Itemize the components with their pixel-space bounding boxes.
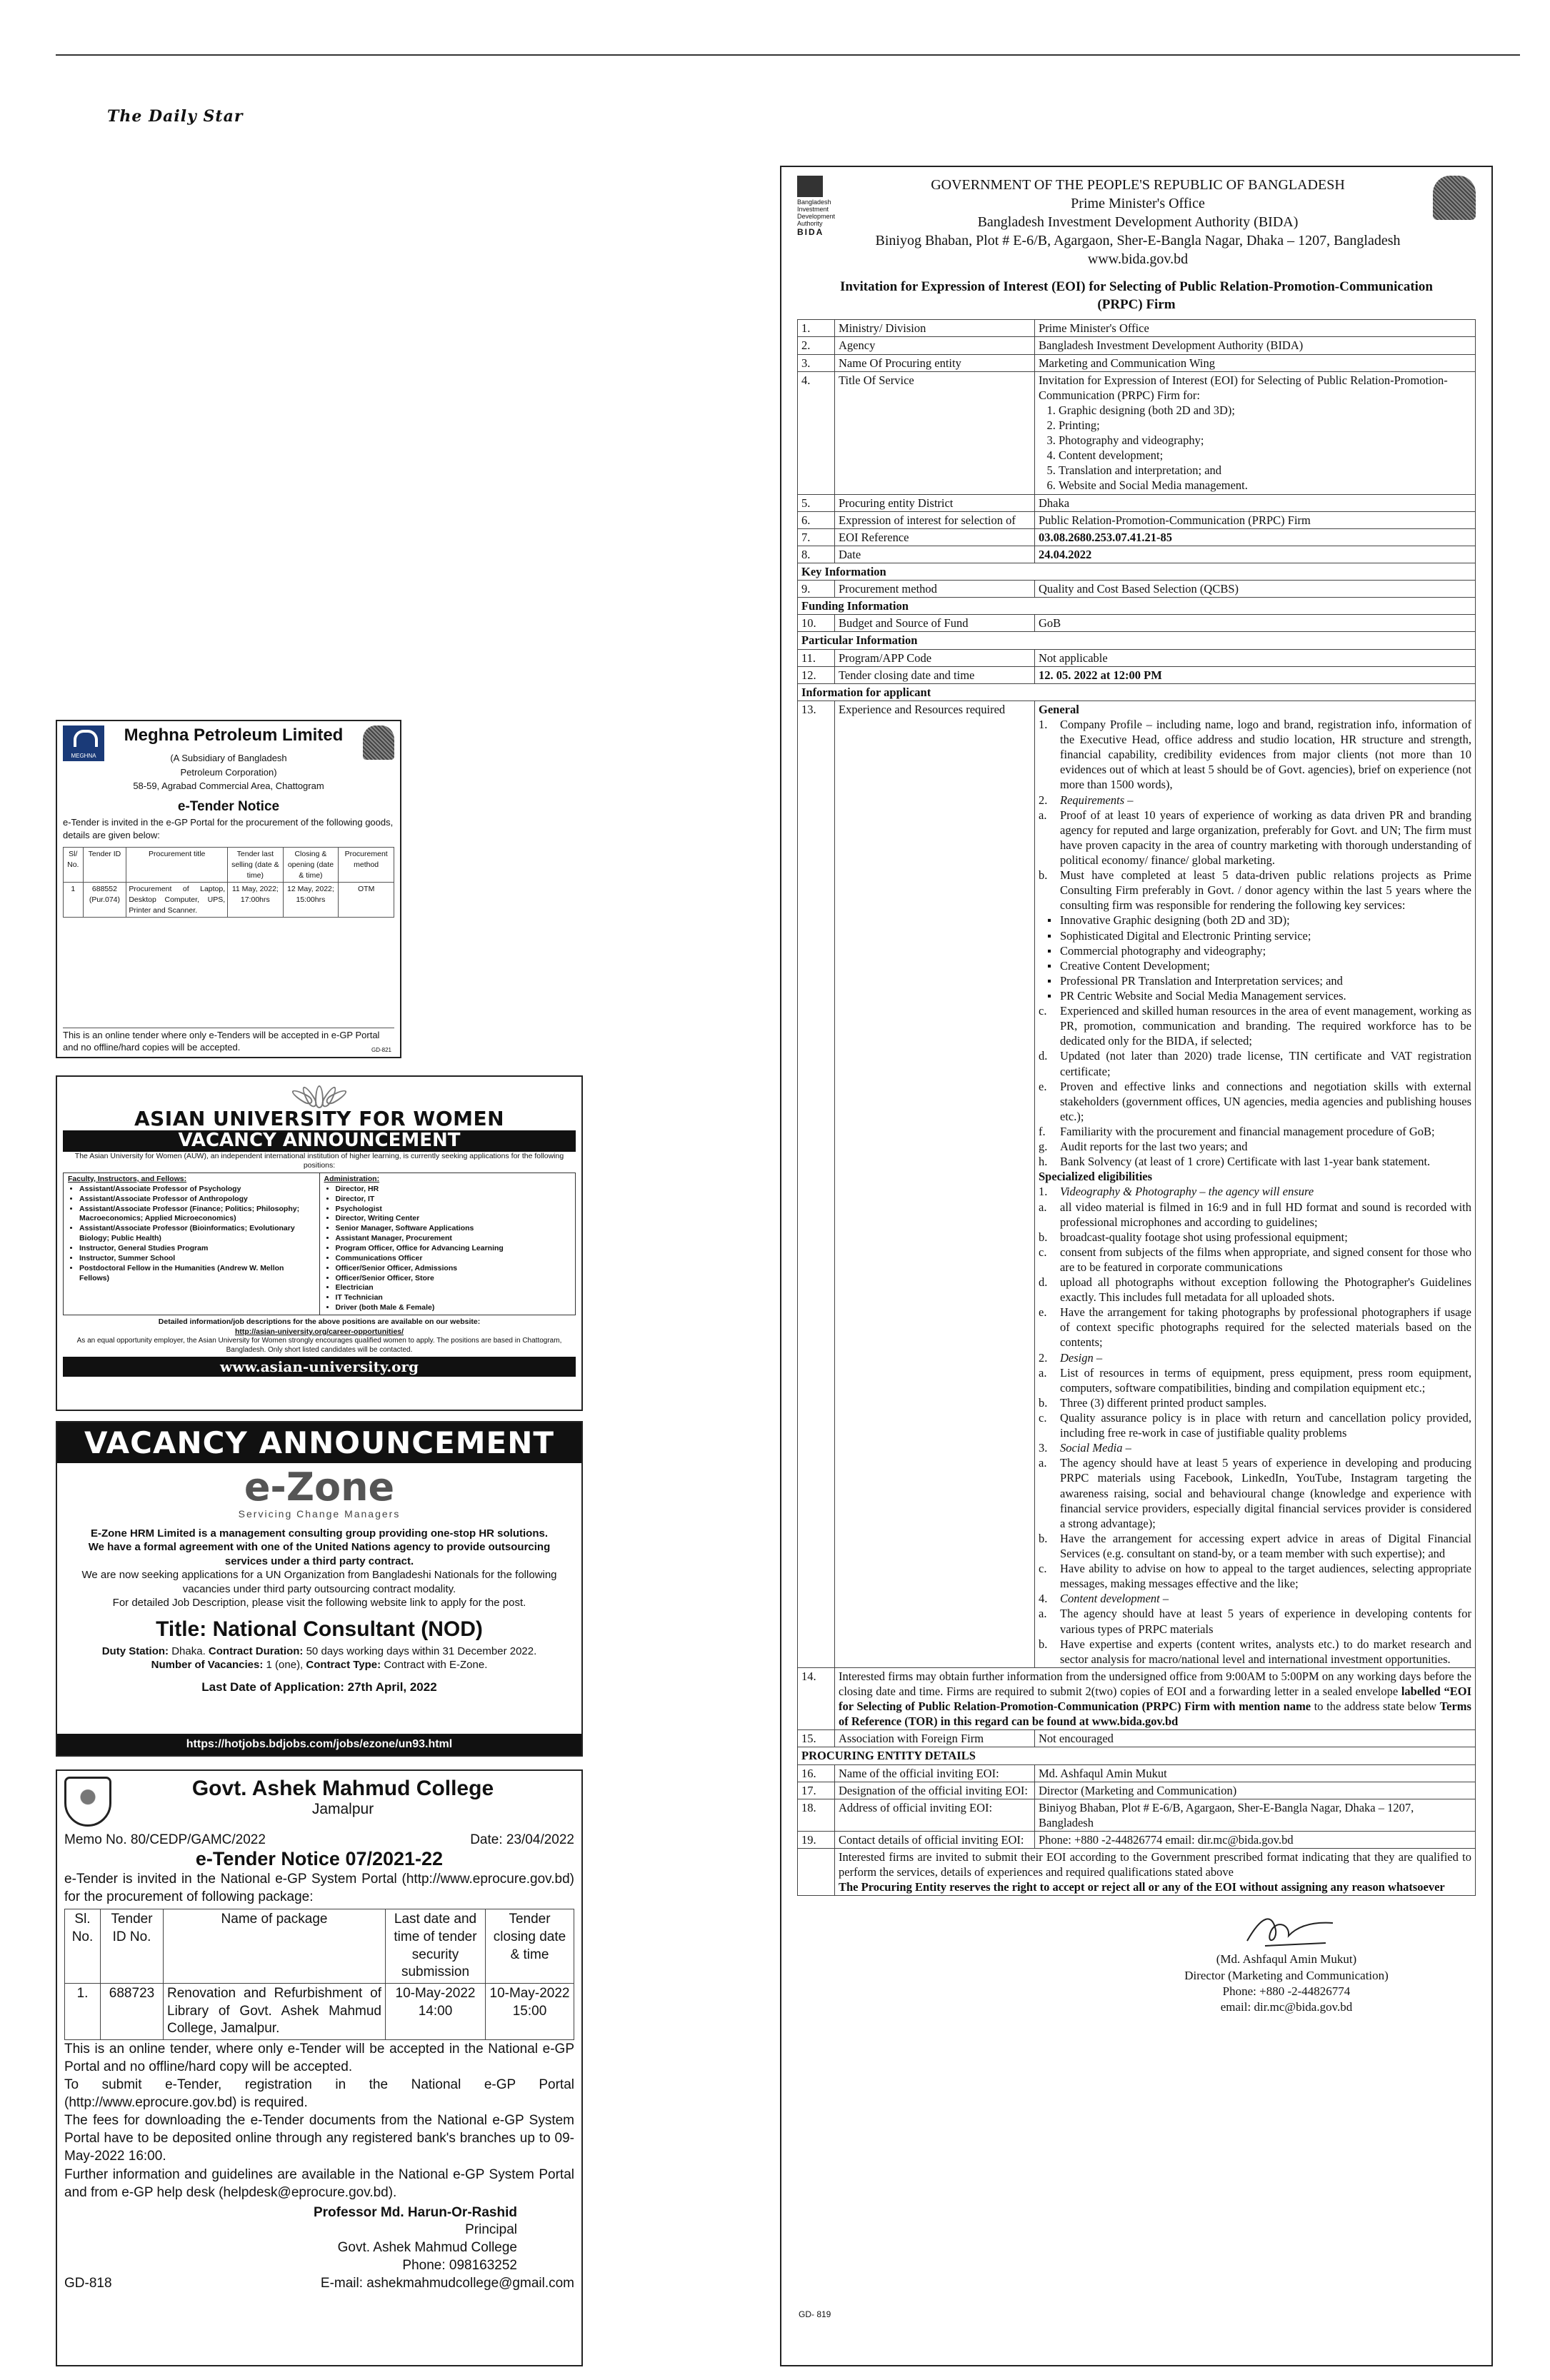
table-row: 18. Address of official inviting EOI: Biniyog Bhaban, Plot # E-6/B, Agargaon, Sher-E-Bangla Nagar, Dhaka – 1207, Bangladesh [798,1799,1476,1831]
duty-station: Dhaka. [171,1645,206,1657]
signatory-name: Professor Md. Harun-Or-Rashid [313,2204,517,2220]
list-item: 4. Content development; [1059,448,1471,463]
portrait-icon [1433,176,1476,220]
list-item: • IT Technician [336,1293,571,1303]
admin-heading: Administration: [324,1174,380,1183]
meghna-name: Meghna Petroleum Limited [124,725,344,745]
eoi-title: Invitation for Expression of Interest (EOI) for Selecting of Public Relation-Promotion-Communication (PRPC) Firm [840,279,1433,312]
list-item: 1. Graphic designing (both 2D and 3D); [1059,403,1471,418]
college-p1: This is an online tender, where only e-Tender will be accepted in the National e-GP Portal and no offline/hard copy will be accepted. [64,2041,574,2075]
section-heading: Information for applicant [798,683,1476,701]
bida-signatory: (Md. Ashfaqul Amin Mukut) [1216,1952,1357,1967]
bida-eoi-ad: Bangladesh Investment Development Authority BIDA GOVERNMENT OF THE PEOPLE'S REPUBLIC OF BANGLADESH Prime Minister's Office Bangladesh Investment Development Authority (BIDA) Biniyog Bhaban, Plot # E-6/B, Agargaon, Sher-E-Bangla Nagar, Dhaka – 1207, Bangladesh www.bida.gov.bd Invitation for Expression of Interest (EOI) for Selecting of Public Relation-Promotion-Communication (PRPC) Firm 1. Ministry/ Division Prime Minister's Office 2. Agency Bangladesh Investment Development Authority (BIDA) 3. Name Of Procuring entity Marketing and Communication Wing 4. Title Of Service Invitation for Expression of Interest (EOI) for Selecting of Public Relation-Promotion-Communication (PRPC) Firm for: 1. Graphic designing (both 2D and 3D); 2. Printing; 3. Photography and videography; 4. Content development; 5. Translation and interpretation; and 6. Website and Social Media management. 5. Procuring entity District Dhaka 6. Expression of interest for selection of Public Relation-Promotion-Communication (PRPC) Firm 7. EOI Reference 03.08.2680.253.07.41.21-85 8. Date 24.04.2022 Key Information 9. Procurement method Quality and Cost Based Selection (QCBS) Funding Information 10. Budget and Source of Fund GoB Particular Information 11. Program/APP Code Not applicable 12. Tender closing date and time 12. 05. 2022 at 12:00 PM Information for applicant 13. Experience and Resources required General 1. Company Profile – including name, logo and brand, registration info, information of the Executive Head, office address and studio location, HR structure and strength, financial capability, credibility evidences from major clients (not more than 10 evidences out of which at least 5 should be of Govt. agencies), brief on experience (not more than 1500 words), 2. Requirements – a. Proof of at least 10 years of experience of working as data driven PR and branding agency for reputed and large organization, preferably for Govt. and UN; The firm must have proven capacity in the area of country marketing with thorough understanding of political economy/ finance/ global marketing. b. Must have completed at least 5 data-driven public relations projects as Prime Consulting Firm preferably in Govt. / donor agency within the last 5 years where the consulting firm was responsible for rendering the following key services: ▪ Innovative Graphic designing (both 2D and 3D); ▪ Sophisticated Digital and Electronic Printing service; ▪ Commercial photography and videography; ▪ Creative Content Development; ▪ Professional PR Translation and Interpretation services; and ▪ PR Centric Website and Social Media Management services. c. Experienced and skilled human resources in the area of event management, working as PR, promotion, communication and branding. The required workforce has to be dedicated only for the BIDA, if selected; d. Updated (not later than 2020) trade license, TIN certificate and VAT registration certificate; e. Proven and effective links and connections and negotiation skills with external stakeholders (government offices, UN agencies, media agencies and publishing houses etc.); f. Familiarity with the procurement and financial management procedure of GoB; g. Audit reports for the last two years; and h. Bank Solvency (at least of 1 crore) Certificate with last 1-year bank statement. Specialized eligibilities 1. Videography & Photography – the agency will ensure a. all video material is filmed in 16:9 and in full HD format and sound is recorded with professional microphones and according to guidelines; b. broadcast-quality footage shot using professional equipment; c. consent from subjects of the films when appropriate, and signed consent for those who are to be featured in corporate communications d. upload all photographs without exception following the Photographer's Guidelines exactly. This includes full metadata for all uploaded shots. e. Have the arrangement for taking photographs by professional photographers if usage of context specific photographs required for the selected materials based on the contents; 2. Design – a. List of resources in terms of equipment, press equipment, press room equipment, computers, software compatibilities, binding and compilation equipment etc.; b. Three (3) different printed product samples. c. Quality assurance policy is in place with return and cancellation policy provided, including free re-work in case of justifiable quality problems 3. Social Media – a. The agency should have at least 5 years of experience in developing and producing PRPC materials using Facebook, LinkedIn, YouTube, Instagram targeting the awareness raising, social and behavioural change (knowledge and experience with financial service providers, especially digital financial services provider is considered a strong advantage); b. Have the arrangement for accessing expert advice in areas of Digital Financial Services (e.g. consultant on stand-by, or a team member with such expertise); and c. Have ability to advise on how to appeal to the target audiences, selecting appropriate messages, making messages effective and the like; 4. Content development – a. The agency should have at least 5 years of experience in developing contents for various types of PRPC materials b. Have expertise and experts (content writes, analysts etc.) to do market research and sector analysis for macro/national level and international investment opportunities. 14. Interested firms may obtain further information from the undersigned office from 9:00AM to 5:00PM on any working days before the closing date and time. Firms are required to submit 2(two) copies of EOI and a forwarding letter in a sealed envelope labelled “EOI for Selecting of Public Relation-Promotion-Communication (PRPC) Firm with mention name to the address state below Terms of Reference (TOR) in this regard can be found at www.bida.gov.bd 15. Association with Foreign Firm Not encouraged PROCURING ENTITY DETAILS 16. Name of the official inviting EOI: Md. Ashfaqul Amin Mukut 17. Designation of the official inviting EOI: Director (Marketing and Communication) 18. Address of official inviting EOI: Biniyog Bhaban, Plot # E-6/B, Agargaon, Sher-E-Bangla Nagar, Dhaka – 1207, Bangladesh 19. Contact details of official inviting EOI: Phone: +880 -2-44826774 email: dir.mc@bida.gov.bd Interested firms are invited to submit their EOI according to the Government prescribed format indicating that they are qualified to perform the services, details of experiences and required qualifications stated above The Procuring Entity reserves the right to accept or reject all or any of the EOI without assigning any reason whatsoever (Md. Ashfaqul Amin Mukut) Director (Marketing and Communication) Phone: +880 -2-44826774 email: dir.mc@bida.gov.bd GD- 819 [780,166,1493,2366]
table-row: 1. Ministry/ Division Prime Minister's Office [798,320,1476,337]
college-notice-title: e-Tender Notice 07/2021-22 [195,1848,444,1869]
masthead: The Daily Star [107,107,244,126]
vacancy-count: 1 (one), [266,1659,304,1672]
faculty-heading: Faculty, Instructors, and Fellows: [68,1174,187,1183]
table-header: Procurement title [126,848,228,883]
table-header: Sl. No. [65,1909,101,1984]
bida-logo: Bangladesh Investment Development Authority BIDA [797,176,843,237]
list-item: • Director, Writing Center [336,1214,571,1224]
college-city: Jamalpur [311,1801,374,1817]
table-header: Last date and time of tender security submission [386,1909,486,1984]
meghna-logo-icon: MEGHNA [63,725,104,761]
college-name: Govt. Ashek Mahmud College [191,1777,494,1800]
portrait-icon [363,725,394,760]
memo-number: Memo No. 80/CEDP/GAMC/2022 [64,1832,266,1847]
contract-duration: 50 days working days within 31 December 2022. [306,1645,537,1657]
auw-intro: The Asian University for Women (AUW), an independent international institution of higher learning, is currently seeking applications for the following positions: [74,1151,564,1170]
ezone-p1: E-Zone HRM Limited is a management consulting group providing one-stop HR solutions. [90,1527,548,1540]
list-item: • Electrician [336,1283,571,1293]
table-header: Tender closing date & time [486,1909,574,1984]
auw-title: ASIAN UNIVERSITY FOR WOMEN [134,1107,505,1130]
meghna-tender-ad: MEGHNA Meghna Petroleum Limited (A Subsidiary of Bangladesh Petroleum Corporation) 58-59, Agrabad Commercial Area, Chattogram e-Tender Notice e-Tender is invited in the e-GP Portal for the procurement of the following goods, details are given below: Sl/ No. Tender ID Procurement title Tender last selling (date & time) Closing & opening (date & time) Procurement method 1 688552 (Pur.074) Procurement of Laptop, Desktop Computer, UPS, Printer and Scanner. 11 May, 2022; 17:00hrs 12 May, 2022; 15:00hrs OTM This is an online tender where only e-Tenders will be accepted in e-GP Portal and no offline/hard copies will be accepted. GD-821 [56,720,401,1058]
list-item: • Program Officer, Office for Advancing Learning [336,1244,571,1254]
section-heading: Particular Information [798,632,1476,649]
list-item: Professional PR Translation and Interpretation services; and [1060,973,1343,988]
bida-website: www.bida.gov.bd [1087,251,1189,267]
signatory-title: Principal [465,2222,517,2238]
list-item: • Communications Officer [336,1254,571,1264]
ezone-vacancy-ad: VACANCY ANNOUNCEMENT e-Zone Servicing Change Managers E-Zone HRM Limited is a management consulting group providing one-stop HR solutions. We have a formal agreement with one of the United Nations agency to provide outsourcing services under a third party contract. We are now seeking applications for a UN Organization from Bangladeshi Nationals for the following vacancies under third party outsourcing contract modality. For detailed Job Description, please visit the following website link to apply for the post. Title: National Consultant (NOD) Duty Station: Dhaka. Contract Duration: 50 days working days within 31 December 2022. Number of Vacancies: 1 (one), Contract Type: Contract with E-Zone. Last Date of Application: 27th April, 2022 https://hotjobs.bdjobs.com/jobs/ezone/un93.html [56,1421,583,1757]
meghna-footer: This is an online tender where only e-Tenders will be accepted in e-GP Portal and no offline/hard copies will be accepted. [63,1030,380,1053]
ezone-heading: VACANCY ANNOUNCEMENT [57,1422,581,1463]
list-item: • Officer/Senior Officer, Store [336,1274,571,1284]
section-heading: Funding Information [798,598,1476,615]
list-item: PR Centric Website and Social Media Management services. [1060,988,1346,1003]
list-item: Creative Content Development; [1060,958,1210,973]
ezone-logo: e-Zone [244,1465,395,1510]
auw-equal-opportunity: As an equal opportunity employer, the Asian University for Women strongly encourages qualified women to apply. The positions are based in Chattogram, Bangladesh. Only short listed candidates will be contacted. [76,1337,562,1354]
auw-detail: Detailed information/job descriptions for the above positions are available on our website: [158,1317,481,1326]
meghna-subsidiary: (A Subsidiary of Bangladesh [170,753,287,763]
signatory-phone: Phone: 098163252 [402,2257,517,2273]
table-row: 10. Budget and Source of Fund GoB [798,615,1476,632]
college-p4: Further information and guidelines are available in the National e-GP System Portal and from e-GP help desk (helpdesk@eprocure.gov.bd). [64,2166,574,2200]
college-tender-ad [56,1769,583,2366]
table-row: 19. Contact details of official inviting EOI: Phone: +880 -2-44826774 email: dir.mc@bida.gov.bd [798,1831,1476,1848]
lotus-logo-icon [298,1080,341,1108]
signatory-org: Govt. Ashek Mahmud College [337,2240,517,2256]
college-p3: The fees for downloading the e-Tender documents from the National e-GP System Portal have to be deposited online through any registered bank's branches up to 09-May-2022 16:00. [64,2113,574,2164]
list-item: • Officer/Senior Officer, Admissions [336,1264,571,1274]
section-heading: PROCURING ENTITY DETAILS [798,1747,1476,1764]
table-row: 6. Expression of interest for selection of Public Relation-Promotion-Communication (PRPC) Firm [798,511,1476,528]
table-row: 5. Procuring entity District Dhaka [798,494,1476,511]
table-row: 1 688552 (Pur.074) Procurement of Laptop, Desktop Computer, UPS, Printer and Scanner. 11 May, 2022; 17:00hrs 12 May, 2022; 15:00hrs OTM [64,883,394,918]
table-header: Procurement method [339,848,394,883]
section-heading: Key Information [798,563,1476,581]
ezone-p3: We are now seeking applications for a UN Organization from Bangladeshi Nationals for the following vacancies under third party outsourcing contract modality. [81,1569,557,1595]
ezone-job-title: Title: National Consultant (NOD) [156,1617,483,1641]
table-row: 14. Interested firms may obtain further information from the undersigned office from 9:00AM to 5:00PM on any working days before the closing date and time. Firms are required to submit 2(two) copies of EOI and a forwarding letter in a sealed envelope labelled “EOI for Selecting of Public Relation-Promotion-Communication (PRPC) Firm with mention name to the address state below Terms of Reference (TOR) in this regard can be found at www.bida.gov.bd [798,1667,1476,1729]
auw-vacancy-ad [56,1075,583,1411]
table-header: Closing & opening (date & time) [283,848,339,883]
page-top-rule [56,54,1520,56]
ezone-apply-link[interactable]: https://hotjobs.bdjobs.com/jobs/ezone/un93.html [57,1734,581,1755]
list-item: • Postdoctoral Fellow in the Humanities (Andrew W. Mellon Fellows) [79,1264,315,1284]
meghna-notice-title: e-Tender Notice [177,798,280,814]
contract-type: Contract with E-Zone. [384,1659,488,1672]
gd-code: GD- 819 [799,2309,831,2319]
list-item: • Director, IT [336,1195,571,1205]
table-row: 13. Experience and Resources required General 1. Company Profile – including name, logo and brand, registration info, information of the Executive Head, office address and studio location, HR structure and strength, financial capability, credibility evidences from major clients (not more than 10 evidences out of which at least 5 should be of Govt. agencies), brief on experience (not more than 1500 words), 2. Requirements – a. Proof of at least 10 years of experience of working as data driven PR and branding agency for reputed and large organization, preferably for Govt. and UN; The firm must have proven capacity in the area of country marketing with thorough understanding of political economy/ finance/ global marketing. b. Must have completed at least 5 data-driven public relations projects as Prime Consulting Firm preferably in Govt. / donor agency within the last 5 years where the consulting firm was responsible for rendering the following key services: ▪ Innovative Graphic designing (both 2D and 3D); ▪ Sophisticated Digital and Electronic Printing service; ▪ Commercial photography and videography; ▪ Creative Content Development; ▪ Professional PR Translation and Interpretation services; and ▪ PR Centric Website and Social Media Management services. c. Experienced and skilled human resources in the area of event management, working as PR, promotion, communication and branding. The required workforce has to be dedicated only for the BIDA, if selected; d. Updated (not later than 2020) trade license, TIN certificate and VAT registration certificate; e. Proven and effective links and connections and negotiation skills with external stakeholders (government offices, UN agencies, media agencies and publishing houses etc.); f. Familiarity with the procurement and financial management procedure of GoB; g. Audit reports for the last two years; and h. Bank Solvency (at least of 1 crore) Certificate with last 1-year bank statement. Specialized eligibilities 1. Videography & Photography – the agency will ensure a. all video material is filmed in 16:9 and in full HD format and sound is recorded with professional microphones and according to guidelines; b. broadcast-quality footage shot using professional equipment; c. consent from subjects of the films when appropriate, and signed consent for those who are to be featured in corporate communications d. upload all photographs without exception following the Photographer's Guidelines exactly. This includes full metadata for all uploaded shots. e. Have the arrangement for taking photographs by professional photographers if usage of context specific photographs required for the selected materials based on the contents; 2. Design – a. List of resources in terms of equipment, press equipment, press room equipment, computers, software compatibilities, binding and compilation equipment etc.; b. Three (3) different printed product samples. c. Quality assurance policy is in place with return and cancellation policy provided, including free re-work in case of justifiable quality problems 3. Social Media – a. The agency should have at least 5 years of experience in developing and producing PRPC materials using Facebook, LinkedIn, YouTube, Instagram targeting the awareness raising, social and behavioural change (knowledge and experience with financial service providers, especially digital financial services provider is considered a strong advantage); b. Have the arrangement for accessing expert advice in areas of Digital Financial Services (e.g. consultant on stand-by, or a team member with such expertise); and c. Have ability to advise on how to appeal to the target audiences, selecting appropriate messages, making messages effective and the like; 4. Content development – a. The agency should have at least 5 years of experience in developing contents for various types of PRPC materials b. Have expertise and experts (content writes, analysts etc.) to do market research and sector analysis for macro/national level and international investment opportunities. [798,701,1476,1667]
gd-code: GD-818 [64,2276,112,2291]
table-row: 7. EOI Reference 03.08.2680.253.07.41.21-85 [798,528,1476,546]
list-item: • Psychologist [336,1205,571,1215]
table-row: 12. Tender closing date and time 12. 05. 2022 at 12:00 PM [798,666,1476,683]
list-item: • Assistant/Associate Professor (Bioinformatics; Evolutionary Biology; Public Health) [79,1224,315,1244]
table-row: 17. Designation of the official inviting EOI: Director (Marketing and Communication) [798,1782,1476,1799]
list-item: 2. Printing; [1059,418,1471,433]
list-item: 5. Translation and interpretation; and [1059,463,1471,478]
table-row: 15. Association with Foreign Firm Not encouraged [798,1730,1476,1747]
meghna-tender-table [63,847,394,918]
table-row: 2. Agency Bangladesh Investment Development Authority (BIDA) [798,337,1476,354]
college-crest-icon [64,1777,111,1827]
auw-subtitle: VACANCY ANNOUNCEMENT [63,1130,576,1152]
list-item: • Assistant Manager, Procurement [336,1234,571,1244]
list-item: • Director, HR [336,1185,571,1195]
college-p2: To submit e-Tender, registration in the National e-GP Portal (http://www.eprocure.gov.bd) is required. [64,2077,574,2111]
table-row: 4. Title Of Service Invitation for Expression of Interest (EOI) for Selecting of Public Relation-Promotion-Communication (PRPC) Firm for: 1. Graphic designing (both 2D and 3D); 2. Printing; 3. Photography and videography; 4. Content development; 5. Translation and interpretation; and 6. Website and Social Media management. [798,371,1476,494]
list-item: • Instructor, Summer School [79,1254,315,1264]
list-item: • Assistant/Associate Professor (Finance; Politics; Philosophy; Macroeconomics; Applied Microeconomics) [79,1205,315,1225]
table-row: 16. Name of the official inviting EOI: Md. Ashfaqul Amin Mukut [798,1764,1476,1782]
gd-code: GD-821 [371,1046,391,1053]
table-row: 8. Date 24.04.2022 [798,546,1476,563]
ezone-tagline: Servicing Change Managers [238,1507,401,1520]
bida-logo-icon [797,176,823,197]
gov-heading: GOVERNMENT OF THE PEOPLE'S REPUBLIC OF BANGLADESH [931,177,1345,193]
table-row: Interested firms are invited to submit their EOI according to the Government prescribed format indicating that they are qualified to perform the services, details of experiences and required qualifications stated above The Procuring Entity reserves the right to accept or reject all or any of the EOI without assigning any reason whatsoever [798,1849,1476,1896]
table-header: Tender ID [83,848,126,883]
table-header: Tender last selling (date & time) [228,848,283,883]
table-row: 9. Procurement method Quality and Cost Based Selection (QCBS) [798,581,1476,598]
list-item: • Senior Manager, Software Applications [336,1224,571,1234]
last-date: 27th April, 2022 [347,1679,437,1694]
bida-email: email: dir.mc@bida.gov.bd [1220,1999,1353,2014]
list-item: 3. Photography and videography; [1059,433,1471,448]
college-email: E-mail: ashekmahmudcollege@gmail.com [320,2276,574,2291]
table-header: Name of package [164,1909,386,1984]
list-item: • Instructor, General Studies Program [79,1244,315,1254]
list-item: 6. Website and Social Media management. [1059,478,1471,493]
table-header: Sl/ No. [64,848,84,883]
college-intro: e-Tender is invited in the National e-GP System Portal (http://www.eprocure.gov.bd) for the procurement of following package: [64,1872,574,1905]
list-item: Sophisticated Digital and Electronic Printing service; [1060,928,1311,943]
signature-icon [1233,1909,1340,1952]
list-item: Innovative Graphic designing (both 2D and 3D); [1060,913,1290,928]
auw-career-link[interactable]: http://asian-university.org/career-opportunities/ [234,1327,404,1336]
list-item: • Driver (both Male & Female) [336,1303,571,1313]
meghna-intro: e-Tender is invited in the e-GP Portal for the procurement of the following goods, details are given below: [63,816,394,841]
list-item: • Assistant/Associate Professor of Psychology [79,1185,315,1195]
table-row: 3. Name Of Procuring entity Marketing and Communication Wing [798,354,1476,371]
list-item: • Assistant/Associate Professor of Anthropology [79,1195,315,1205]
list-item: Commercial photography and videography; [1060,943,1266,958]
memo-date: Date: 23/04/2022 [470,1832,574,1847]
table-header: Tender ID No. [101,1909,164,1984]
table-row: 11. Program/APP Code Not applicable [798,649,1476,666]
auw-website[interactable]: www.asian-university.org [63,1357,576,1377]
eoi-table [797,319,1476,1896]
table-row: 1. 688723 Renovation and Refurbishment of Library of Govt. Ashek Mahmud College, Jamalpur. 10-May-2022 14:00 10-May-2022 15:00 [65,1983,574,2039]
college-tender-table [64,1909,574,2040]
ezone-p4: For detailed Job Description, please visit the following website link to apply for the post. [112,1597,526,1610]
meghna-address: 58-59, Agrabad Commercial Area, Chattogram [133,780,324,791]
ezone-p2: We have a formal agreement with one of the United Nations agency to provide outsourcing services under a third party contract. [88,1541,551,1567]
